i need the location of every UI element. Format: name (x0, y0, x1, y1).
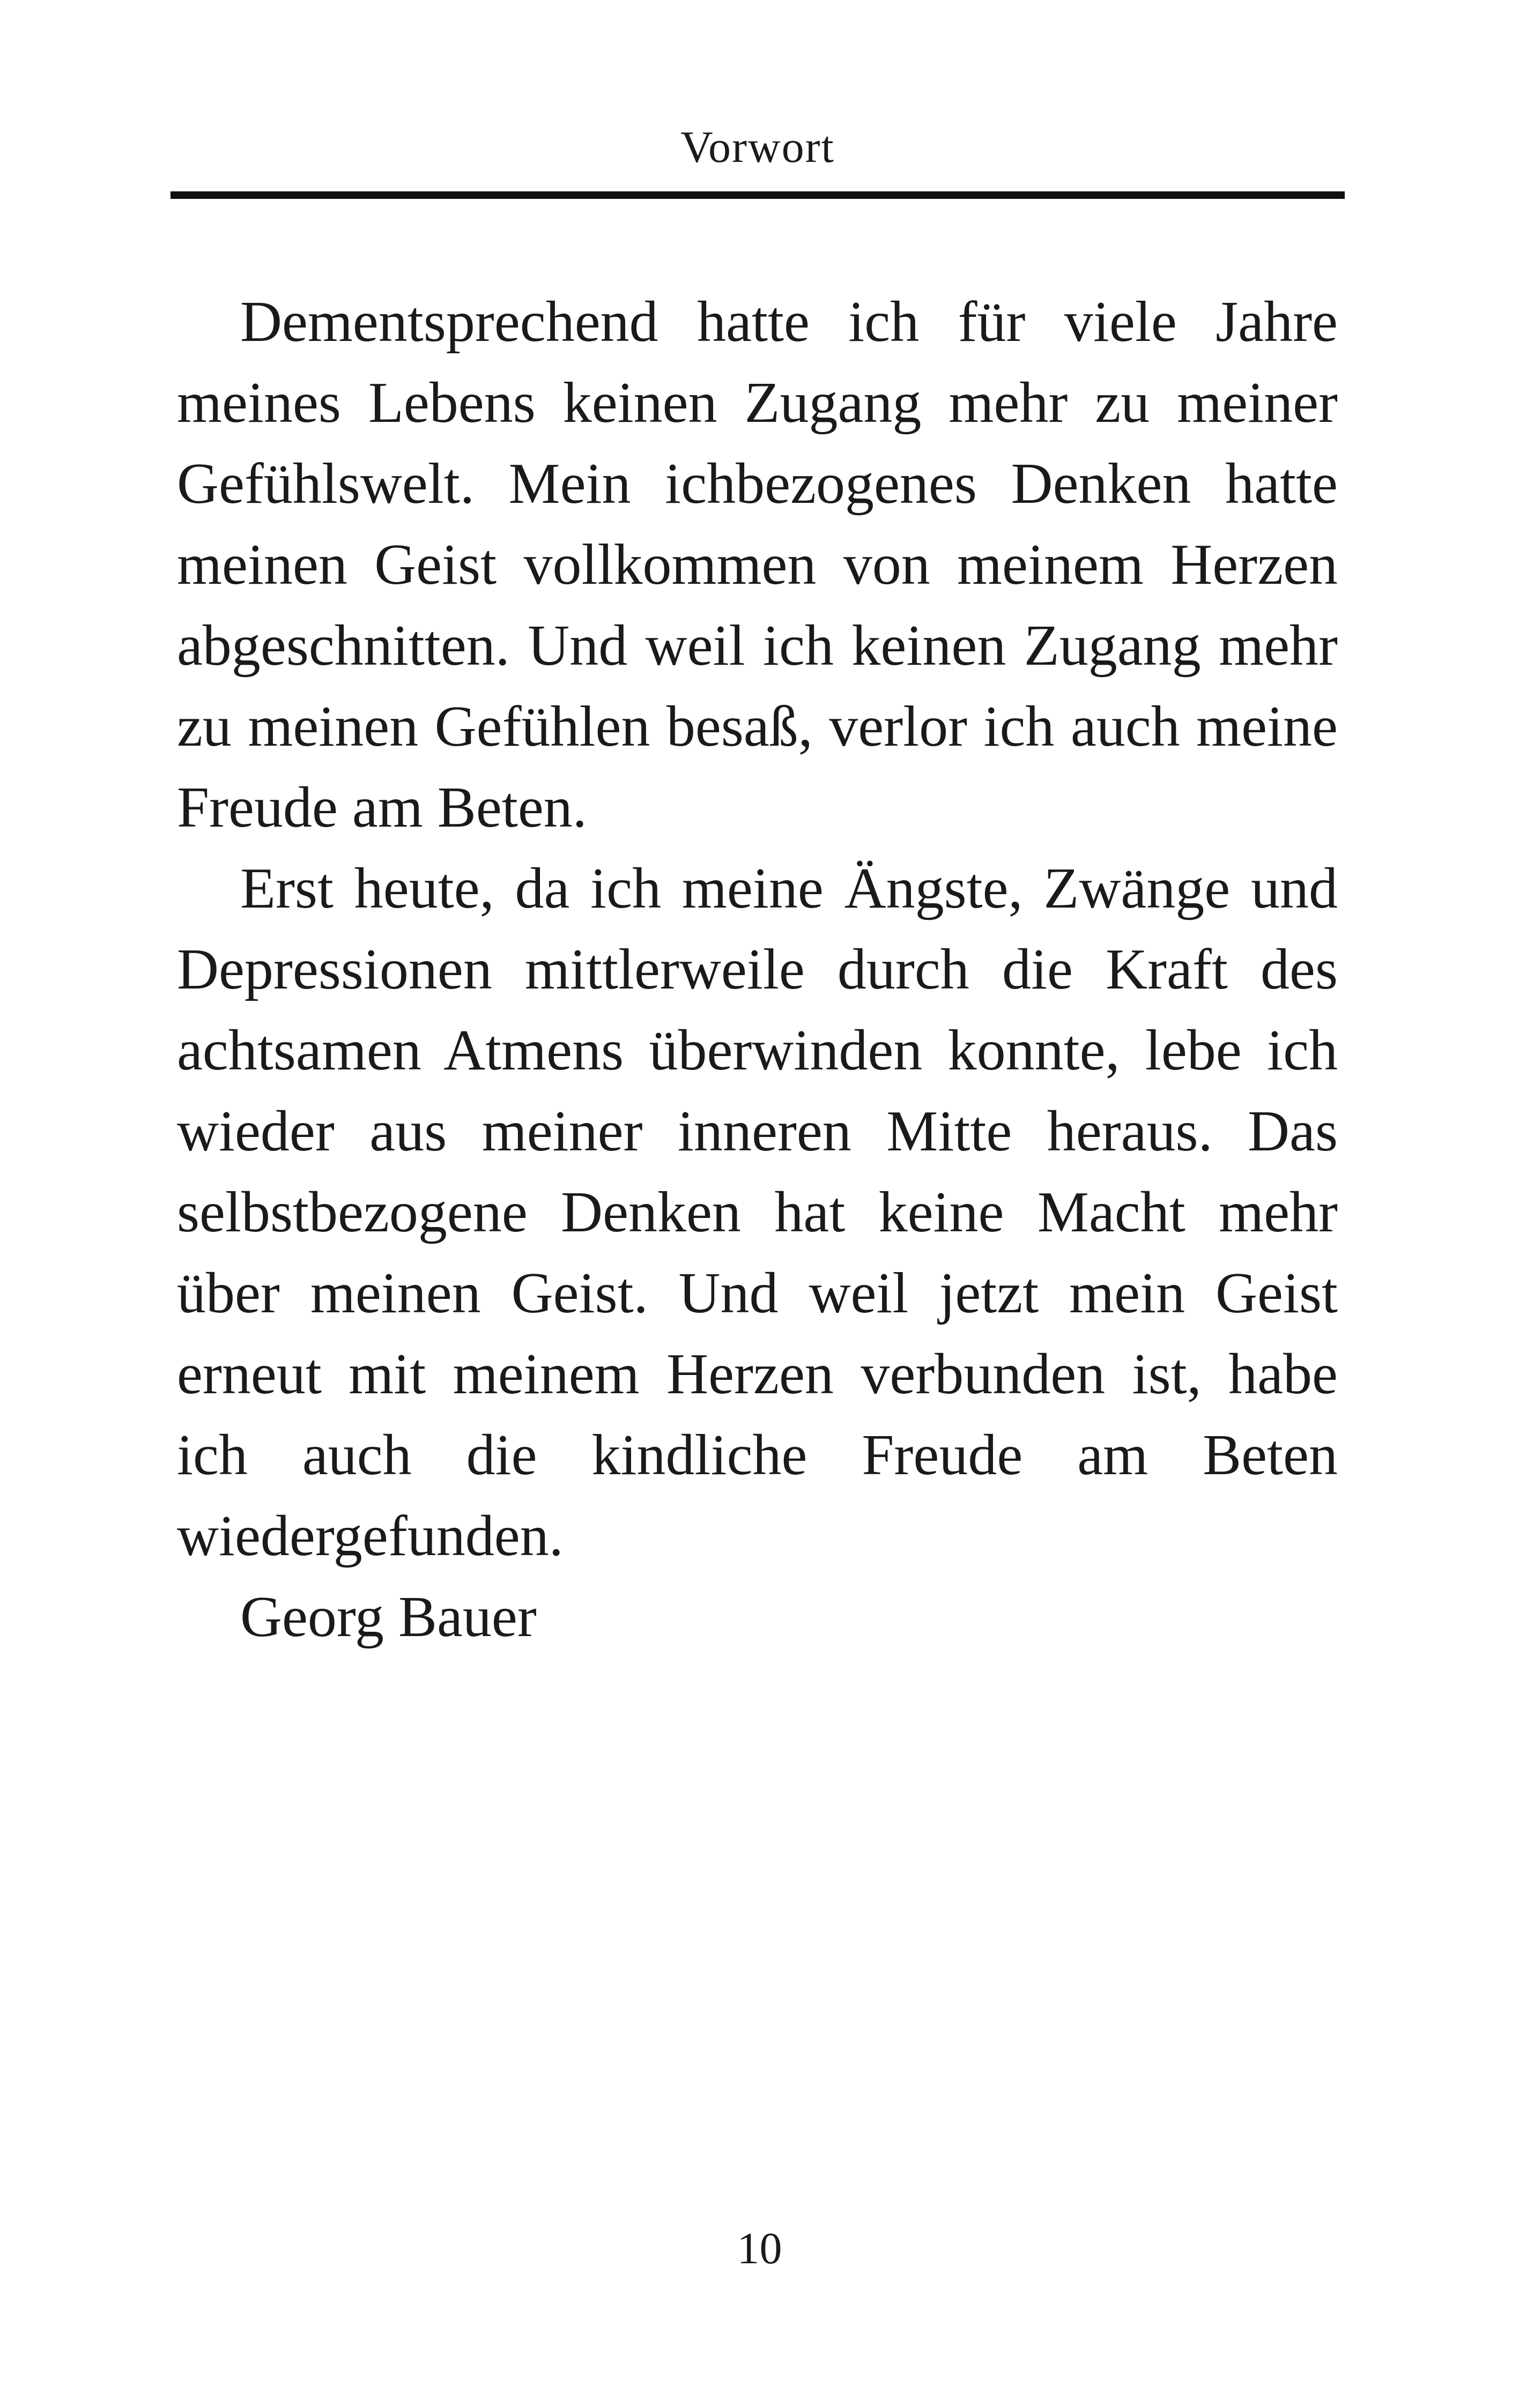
paragraph-2: Erst heute, da ich meine Ängste, Zwänge und Depressionen mittlerweile durch die Kraft des achtsamen Atmens überwinden konnte, lebe ich wieder aus meiner inneren Mitte heraus. Das selbstbezogene Denken hat keine Macht mehr über meinen Geist. Und weil jetzt mein Geist erneut mit meinem Herzen verbunden ist, habe ich auch die kindliche Freude am Beten wiedergefunden. (177, 857, 1338, 1568)
running-header: Vorwort (680, 122, 835, 172)
author-signature: Georg Bauer (240, 1585, 537, 1649)
header-rule (171, 191, 1345, 199)
body-text (177, 281, 1338, 1658)
paragraph-1: Dementsprechend hatte ich für viele Jahre meines Lebens keinen Zugang mehr zu meiner Gefühlswelt. Mein ichbezogenes Denken hatte meinen Geist vollkommen von meinem Herzen abgeschnitten. Und weil ich keinen Zugang mehr zu meinen Gefühlen besaß, verlor ich auch meine Freude am Beten. (177, 290, 1338, 839)
page-number: 10 (737, 2224, 782, 2273)
